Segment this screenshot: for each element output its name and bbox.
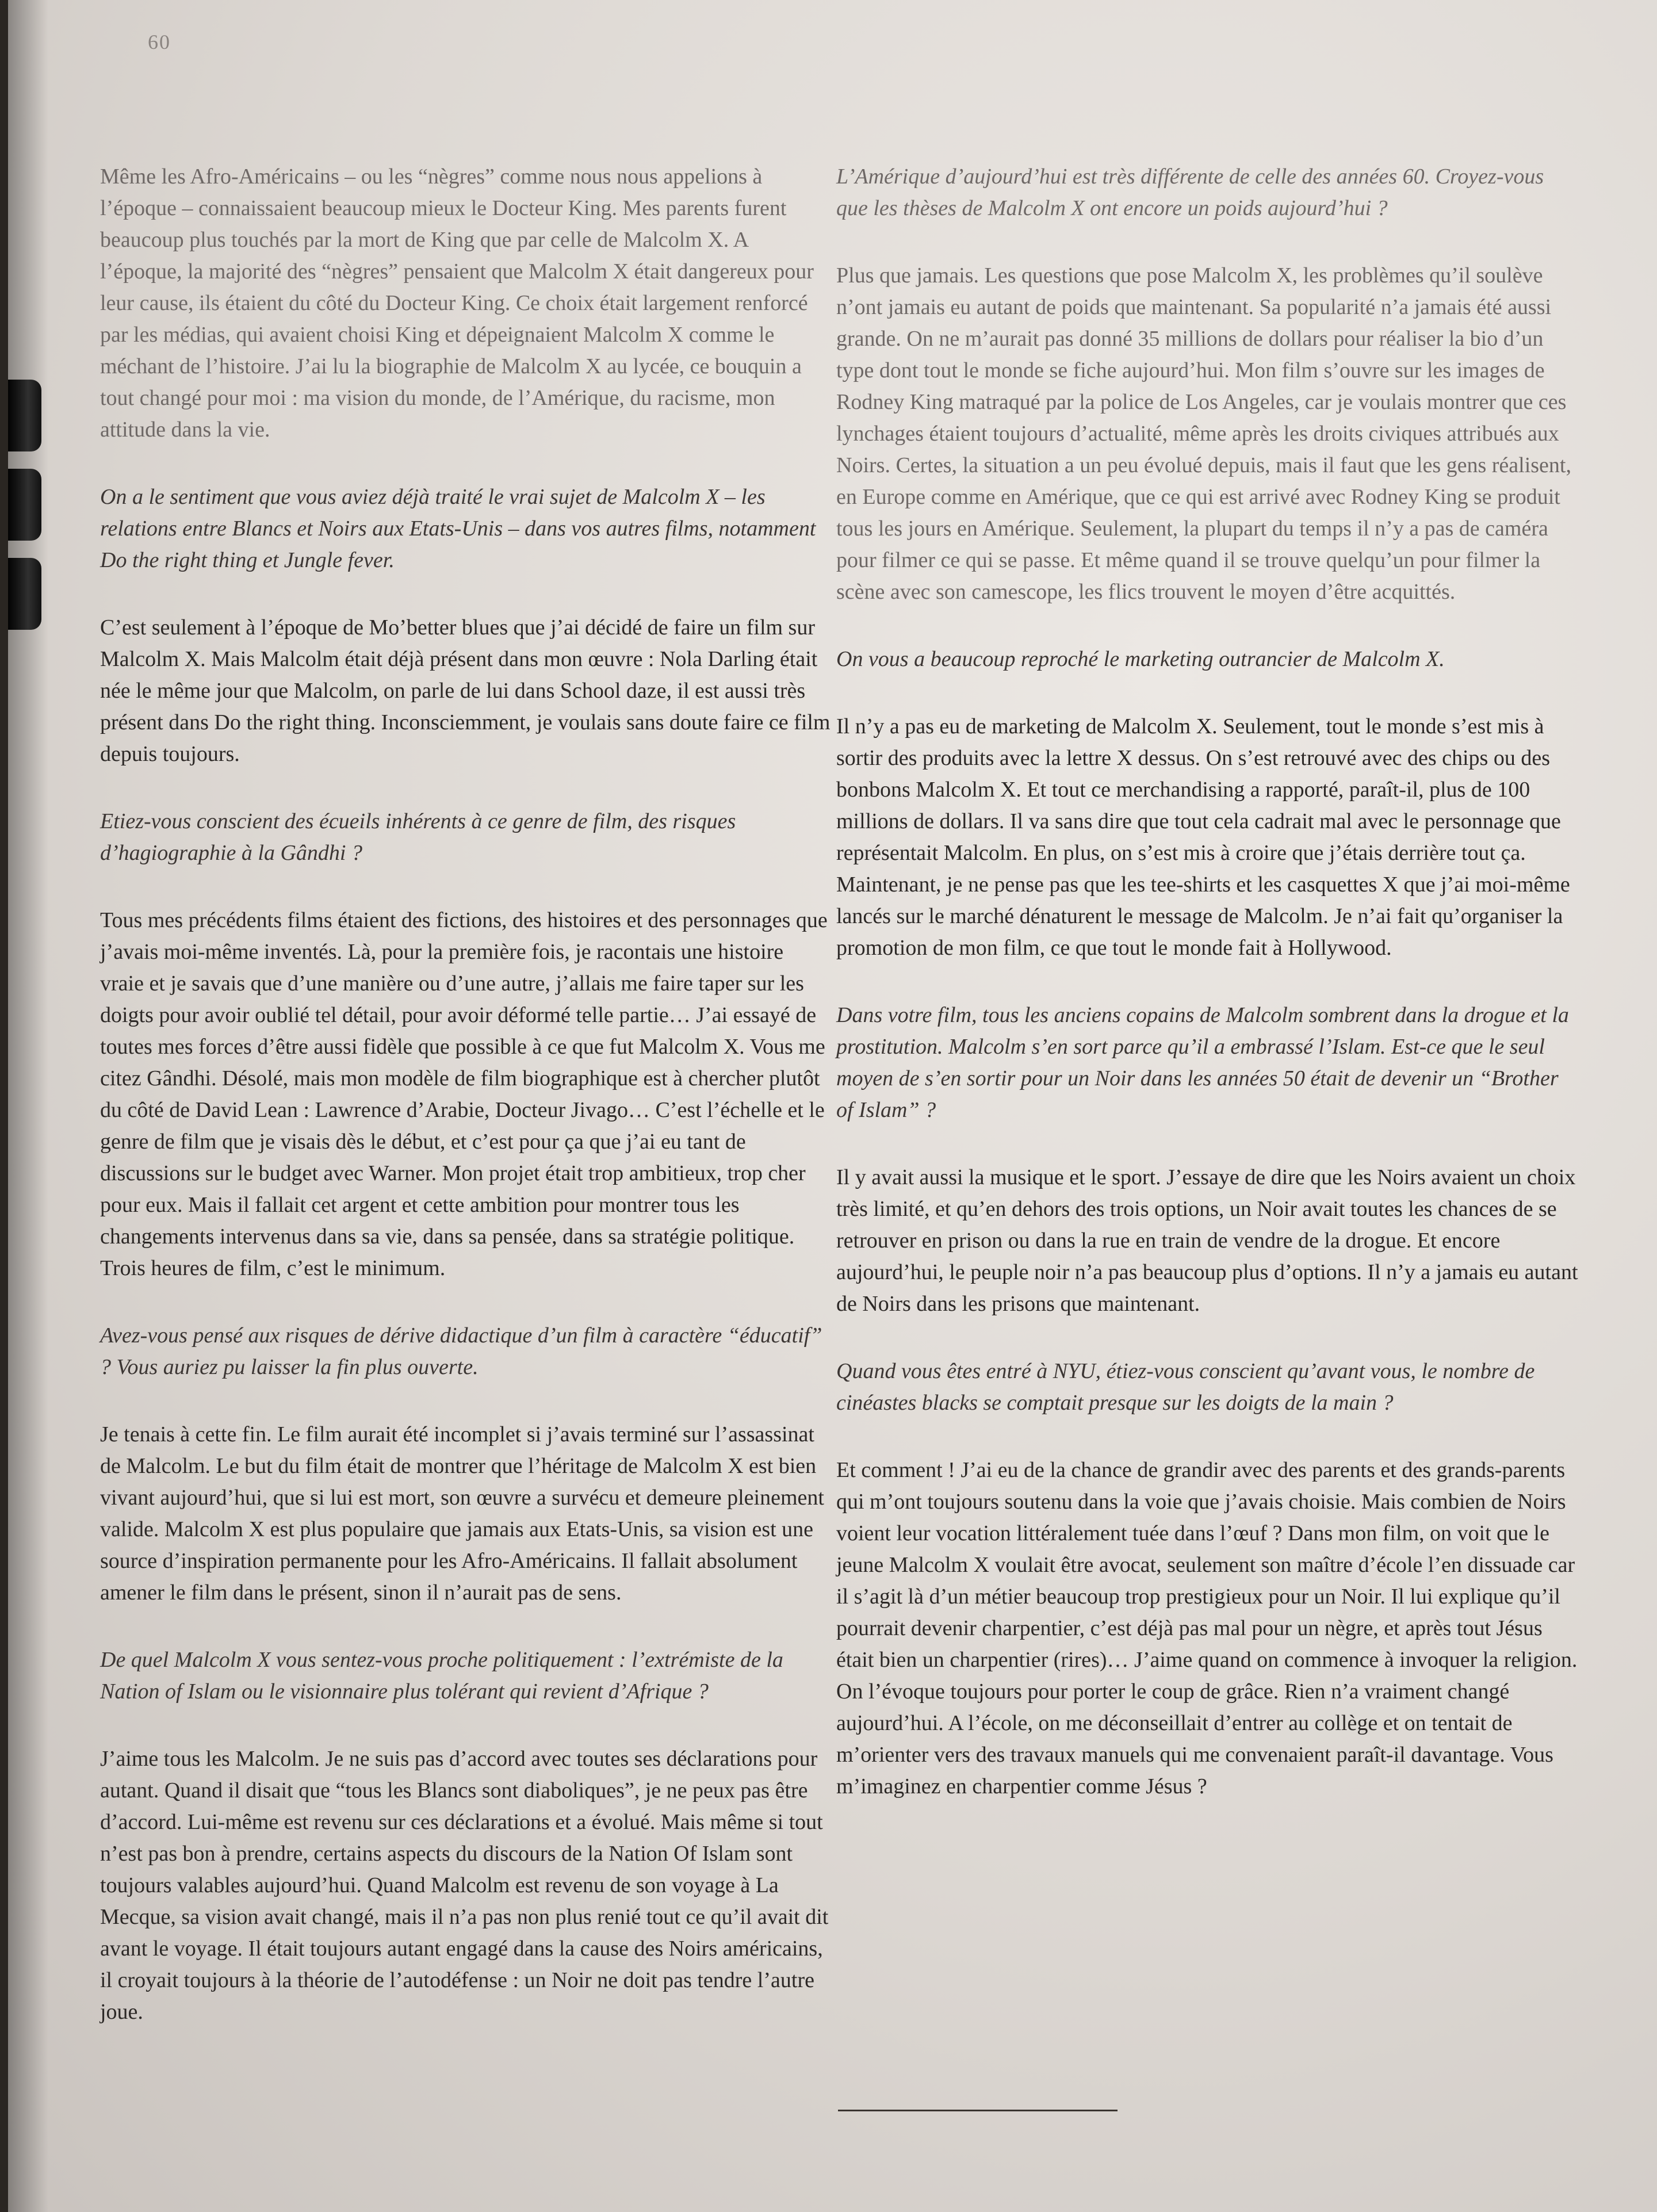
question-paragraph: Etiez-vous conscient des écueils inhérents à ce genre de film, des risques d’hagiographie à la Gândhi ?: [100, 809, 736, 865]
answer-paragraph: Il n’y a pas eu de marketing de Malcolm X. Seulement, tout le monde s’est mis à sortir des produits avec la lettre X dessus. On s’est retrouvé avec des chips ou des bonbons Malcolm X. Et tout ce merchandising a rapporté, paraît-il, plus de 100 millions de dollars. Il va sans dire que tout cela cadrait mal avec le personnage que représentait Malcolm. En plus, on s’est mis à croire que j’étais derrière tout ça. Maintenant, je ne pense pas que les tee-shirts et les casquettes X que j’ai moi-même lancés sur le marché dénaturent le message de Malcolm. Je n’ai fait qu’organiser la promotion de mon film, ce que tout le monde fait à Hollywood.: [836, 714, 1570, 960]
question-paragraph: On a le sentiment que vous aviez déjà traité le vrai sujet de Malcolm X – les relations entre Blancs et Noirs aux Etats-Unis – dans vos autres films, notamment Do the right thing et Jungle fever.: [100, 485, 816, 572]
answer-paragraph: Plus que jamais. Les questions que pose Malcolm X, les problèmes qu’il soulève n’ont jamais eu autant de poids que maintenant. Sa popularité n’a jamais été aussi grande. On ne m’aurait pas donné 35 millions de dollars pour réaliser la bio d’un type dont tout le monde se fiche aujourd’hui. Mon film s’ouvre sur les images de Rodney King matraqué par la police de Los Angeles, car je voulais montrer que ces lynchages étaient toujours d’actualité, même après les droits civiques attribués aux Noirs. Certes, la situation a un peu évolué depuis, mais il faut que les gens réalisent, en Europe comme en Amérique, que ce qui est arrivé avec Rodney King se produit tous les jours en Amérique. Seulement, la plupart du temps il n’y a pas de caméra pour filmer ce qui se passe. Et même quand il se trouve quelqu’un pour filmer la scène avec son camescope, les flics trouvent le moyen d’être acquittés.: [836, 263, 1571, 604]
answer-paragraph: Et comment ! J’ai eu de la chance de grandir avec des parents et des grands-parents qui m’ont toujours soutenu dans la voie que j’avais choisie. Mais combien de Noirs voient leur vocation littéralement tuée dans l’œuf ? Dans mon film, on voit que le jeune Malcolm X voulait être avocat, seulement son maître d’école l’en dissuade car il s’agit là d’un métier beaucoup trop prestigieux pour un Noir. Il lui explique qu’il pourrait devenir charpentier, c’est déjà pas mal pour un nègre, et après tout Jésus était bien un charpentier (rires)… J’aime quand on commence à invoquer la religion. On l’évoque toujours pour porter le coup de grâce. Rien n’a vraiment changé aujourd’hui. A l’école, on me déconseillait d’entrer au collège et on tentait de m’orienter vers des travaux manuels qui me convenaient paraît-il davantage. Vous m’imaginez en charpentier comme Jésus ?: [836, 1458, 1578, 1798]
binder-ring: [8, 558, 41, 630]
question-paragraph: Dans votre film, tous les anciens copains de Malcolm sombrent dans la drogue et la prostitution. Malcolm s’en sort parce qu’il a embrassé l’Islam. Est-ce que le seul moyen de s’en sortir pour un Noir dans les années 50 était de devenir un “Brother of Islam” ?: [836, 1003, 1569, 1122]
question-paragraph: Avez-vous pensé aux risques de dérive didactique d’un film à caractère “éducatif” ? Vous auriez pu laisser la fin plus ouverte.: [100, 1323, 822, 1379]
right-column: [836, 161, 1578, 1838]
question-paragraph: De quel Malcolm X vous sentez-vous proche politiquement : l’extrémiste de la Nation of Islam ou le visionnaire plus tolérant qui revient d’Afrique ?: [100, 1648, 783, 1704]
question-paragraph: Quand vous êtes entré à NYU, étiez-vous conscient qu’avant vous, le nombre de cinéastes blacks se comptait presque sur les doigts de la main ?: [836, 1359, 1535, 1415]
binder-ring: [8, 380, 41, 451]
answer-paragraph: Même les Afro-Américains – ou les “nègres” comme nous nous appelions à l’époque – connaissaient beaucoup mieux le Docteur King. Mes parents furent beaucoup plus touchés par la mort de King que par celle de Malcolm X. A l’époque, la majorité des “nègres” pensaient que Malcolm X était dangereux pour leur cause, ils étaient du côté du Docteur King. Ce choix était largement renforcé par les médias, qui avaient choisi King et dépeignaient Malcolm X comme le méchant de l’histoire. J’ai lu la biographie de Malcolm X au lycée, ce bouquin a tout changé pour moi : ma vision du monde, de l’Amérique, du racisme, mon attitude dans la vie.: [100, 164, 814, 442]
binder-ring: [8, 469, 41, 541]
answer-paragraph: Il y avait aussi la musique et le sport. J’essaye de dire que les Noirs avaient un choix très limité, et qu’en dehors des trois options, un Noir avait toutes les chances de se retrouver en prison ou dans la rue en train de vendre de la drogue. Et encore aujourd’hui, le peuple noir n’a pas beaucoup plus d’options. Il n’y a jamais eu autant de Noirs dans les prisons que maintenant.: [836, 1165, 1578, 1316]
left-column: [100, 161, 831, 2064]
answer-paragraph: Tous mes précédents films étaient des fictions, des histoires et des personnages que j’avais moi-même inventés. Là, pour la première fois, je racontais une histoire vraie et je savais que d’une manière ou d’une autre, j’allais me faire taper sur les doigts pour avoir oublié tel détail, pour avoir déformé telle partie… J’ai essayé de toutes mes forces d’être aussi fidèle que possible à ce que fut Malcolm X. Vous me citez Gândhi. Désolé, mais mon modèle de film biographique est à chercher plutôt du côté de David Lean : Lawrence d’Arabie, Docteur Jivago… C’est l’échelle et le genre de film que je visais dès le début, et c’est pour ça que j’ai eu tant de discussions sur le budget avec Warner. Mon projet était trop ambitieux, trop cher pour eux. Mais il fallait cet argent et cette ambition pour montrer tous les changements intervenus dans sa vie, dans sa pensée, dans sa stratégie politique. Trois heures de film, c’est le minimum.: [100, 908, 828, 1280]
question-paragraph: L’Amérique d’aujourd’hui est très différente de celle des années 60. Croyez-vous que les thèses de Malcolm X ont encore un poids aujourd’hui ?: [836, 164, 1544, 220]
binder-clip: [8, 380, 41, 633]
magazine-page: [8, 0, 1657, 2212]
end-rule: [838, 2110, 1118, 2111]
answer-paragraph: C’est seulement à l’époque de Mo’better blues que j’ai décidé de faire un film sur Malcolm X. Mais Malcolm était déjà présent dans mon œuvre : Nola Darling était née le même jour que Malcolm, on parle de lui dans School daze, il est aussi très présent dans Do the right thing. Inconsciemment, je voulais sans doute faire ce film depuis toujours.: [100, 615, 831, 766]
question-paragraph: On vous a beaucoup reproché le marketing outrancier de Malcolm X.: [836, 647, 1445, 671]
answer-paragraph: Je tenais à cette fin. Le film aurait été incomplet si j’avais terminé sur l’assassinat de Malcolm. Le but du film était de montrer que l’héritage de Malcolm X est bien vivant aujourd’hui, que si lui est mort, son œuvre a survécu et demeure pleinement valide. Malcolm X est plus populaire que jamais aux Etats-Unis, sa vision est une source d’inspiration permanente pour les Afro-Américains. Il fallait absolument amener le film dans le présent, sinon il n’aurait pas de sens.: [100, 1422, 824, 1605]
answer-paragraph: J’aime tous les Malcolm. Je ne suis pas d’accord avec toutes ses déclarations pour autant. Quand il disait que “tous les Blancs sont diaboliques”, je ne peux pas être d’accord. Lui-même est revenu sur ces déclarations et a évolué. Mais même si tout n’est pas bon à prendre, certains aspects du discours de la Nation Of Islam sont toujours valables aujourd’hui. Quand Malcolm est revenu de son voyage à La Mecque, sa vision avait changé, mais il n’a pas non plus renié tout ce qu’il avait dit avant le voyage. Il était toujours autant engagé dans la cause des Noirs américains, il croyait toujours à la théorie de l’autodéfense : un Noir ne doit pas tendre l’autre joue.: [100, 1747, 829, 2024]
page-number: 60: [148, 30, 171, 53]
